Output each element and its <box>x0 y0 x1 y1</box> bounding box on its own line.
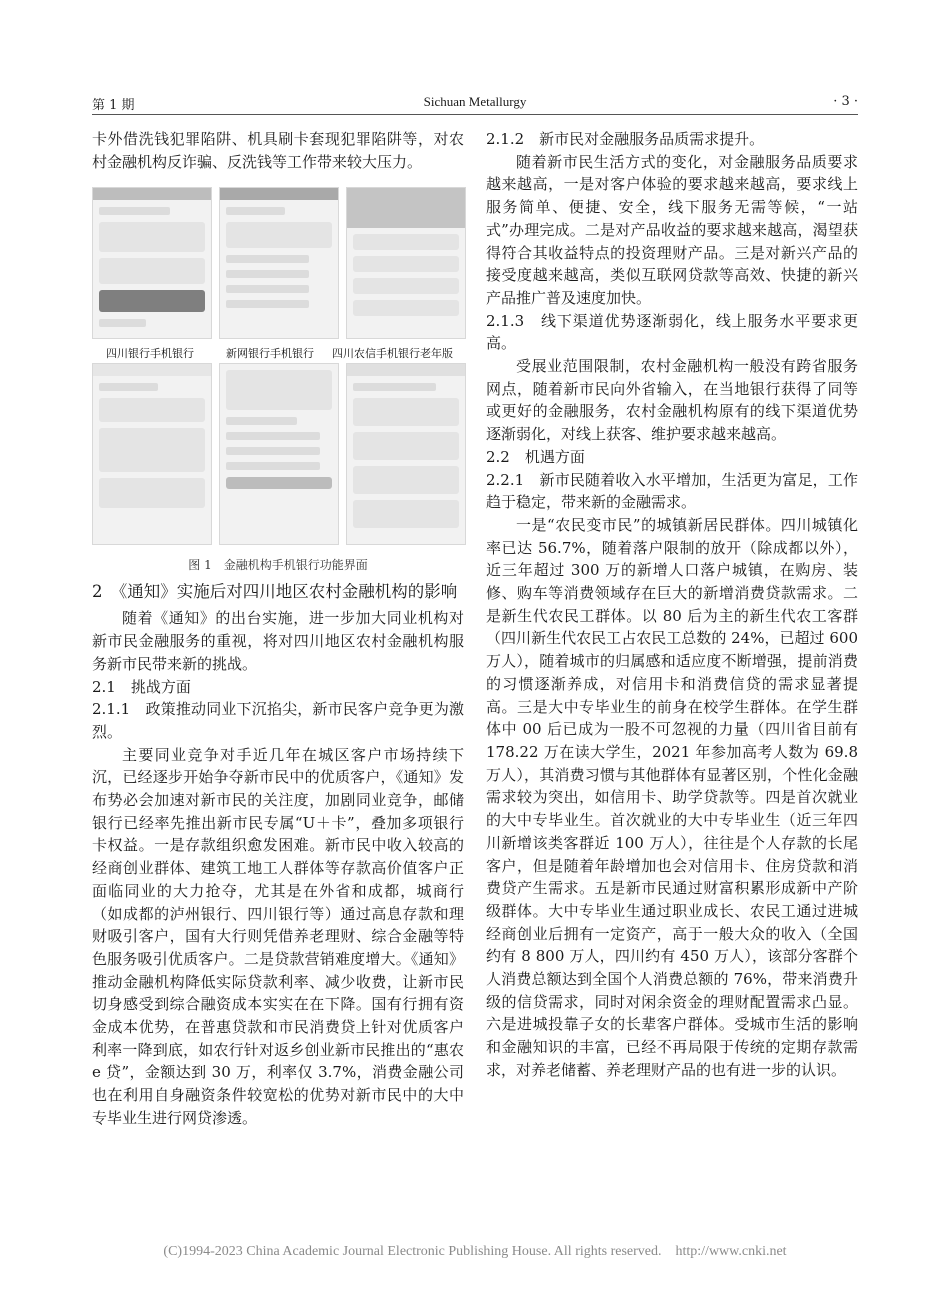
intro-paragraph: 卡外借洗钱犯罪陷阱、机具刷卡套现犯罪陷阱等，对农村金融机构反诈骗、反洗钱等工作带来较大压力。 <box>92 130 464 171</box>
right-column <box>486 128 858 1082</box>
phone-screenshot-xinwang-bank <box>219 187 339 339</box>
section-2-heading: 2 《通知》实施后对四川地区农村金融机构的影响 <box>92 582 458 602</box>
figure-label-3: 四川农信手机银行老年版 <box>332 347 453 361</box>
section-2-2-1-paragraph: 一是“农民变市民”的城镇新居民群体。四川城镇化率已达 56.7%，随着落户限制的放开（除成都以外），近三年超过 300 万的新增人口落户城镇，在购房、装修、购车等消费领域存在巨大的新增消费贷款需求。二是新生代农民工群体。以 80 后为主的新生代农工客群（四川新生代农民工占农民工总数的 24%，已超过 600 万人），随着城市的归属感和适应度不断增强，提前消费的习惯逐渐养成，对信用卡和消费信贷的需求显著提高。三是大中专毕业生的前身在校学生群体。在学生群体中 00 后已成为一股不可忽视的力量（四川省目前有 178.22 万在读大学生，2021 年参加高考人数为 69.8 万人），其消费习惯与其他群体有显著区别，个性化金融需求较为突出，如信用卡、助学贷款等。四是首次就业的大中专毕业生。首次就业的大中专毕业生（近三年四川新增该类客群近 100 万人），往往是个人存款的长尾客户，但是随着年龄增加也会对信用卡、住房贷款和消费贷产生需求。五是新市民通过财富积累形成新中产阶级群体。大中专毕业生通过职业成长、农民工通过进城经商创业后拥有一定资产，高于一般大众的收入（全国约有 8 800 万人，四川约有 450 万人），该部分客群个人消费总额达到全国个人消费总额的 76%，带来消费升级的信贷需求，同时对闲余资金的理财配置需求凸显。六是进城投靠子女的长辈客户群体。受城市生活的影响和金融知识的丰富，已经不再局限于传统的定期存款需求，对养老储蓄、养老理财产品的也有进一步的认识。 <box>486 515 858 1079</box>
figure-1 <box>92 187 464 549</box>
journal-name: Sichuan Metallurgy <box>423 94 527 109</box>
section-2-2-1-heading: 2.2.1 新市民随着收入水平增加，生活更为富足，工作趋于稳定，带来新的金融需求。 <box>486 470 858 512</box>
left-column <box>92 128 464 1130</box>
phone-screenshot-rate <box>219 363 339 545</box>
page-number: · 3 · <box>833 94 858 109</box>
section-2-1-3-heading: 2.1.3 线下渠道优势逐渐弱化，线上服务水平要求更高。 <box>486 311 858 353</box>
section-2-2-heading: 2.2 机遇方面 <box>486 447 585 466</box>
section-2-1-2-paragraph: 随着新市民生活方式的变化，对金融服务品质要求越来越高，一是对客户体验的要求越来越高，要求线上服务简单、便捷、安全，线下服务无需等候，“一站式”办理完成。二是对产品收益的要求越来越高，渴望获得符合其收益特点的投资理财产品。三是对新兴产品的接受度越来越高，类似互联网贷款等高效、快捷的新兴产品推广普及速度加快。 <box>486 152 858 307</box>
running-header <box>92 92 858 115</box>
phone-screenshot-deposit <box>92 363 212 545</box>
figure-caption: 图 1 金融机构手机银行功能界面 <box>188 558 368 573</box>
section-2-1-1-heading: 2.1.1 政策推动同业下沉掐尖，新市民客户竞争更为激烈。 <box>92 700 464 741</box>
figure-label-2: 新网银行手机银行 <box>226 347 314 361</box>
section-2-1-2-heading: 2.1.2 新市民对金融服务品质需求提升。 <box>486 130 765 148</box>
phone-screenshot-sichuan-rural-credit <box>346 187 466 339</box>
phone-screenshot-sichuan-bank <box>92 187 212 339</box>
section-2-1-1-paragraph: 主要同业竞争对手近几年在城区客户市场持续下沉，已经逐步开始争夺新市民中的优质客户，《通知》发布势必会加速对新市民的关注度，加剧同业竞争，邮储银行已经率先推出新市民专属“U＋卡”，叠加多项银行卡权益。一是存款组织愈发困难。新市民中收入较高的经商创业群体、建筑工地工人群体等存款高价值客户正面临同业的大力抢夺，尤其是在外省和成都，城商行（如成都的泸州银行、四川银行等）通过高息存款和理财吸引客户，国有大行则凭借养老理财、综合金融等特色服务吸引优质客户。二是贷款营销难度增大。《通知》推动金融机构降低实际贷款利率、减少收费，让新市民切身感受到综合融资成本实实在在下降。国有行拥有资金成本优势，在普惠贷款和市民消费贷上针对优质客户利率一降到底，如农行针对返乡创业新市民推出的“惠农 e 贷”，金额达到 30 万，利率仅 3.7%，消费金融公司也在利用自身融资条件较宽松的优势对新市民中的大中专毕业生进行网贷渗透。 <box>92 745 464 1127</box>
section-2-1-heading: 2.1 挑战方面 <box>92 677 191 696</box>
copyright-footer: (C)1994-2023 China Academic Journal Electronic Publishing House. All rights reserved. http://www.cnki.net <box>163 1244 787 1259</box>
figure-label-1: 四川银行手机银行 <box>106 347 194 361</box>
section-2-1-3-paragraph: 受展业范围限制，农村金融机构一般没有跨省服务网点，随着新市民向外省输入，在当地银行获得了同等或更好的金融服务，农村金融机构原有的线下渠道优势逐渐弱化，对线上获客、维护要求越来越高。 <box>486 357 858 444</box>
phone-screenshot-fixed-deposit <box>346 363 466 545</box>
issue-number: 第 1 期 <box>92 98 135 113</box>
section-2-paragraph: 随着《通知》的出台实施，进一步加大同业机构对新市民金融服务的重视，将对四川地区农村金融机构服务新市民带来新的挑战。 <box>92 609 464 673</box>
